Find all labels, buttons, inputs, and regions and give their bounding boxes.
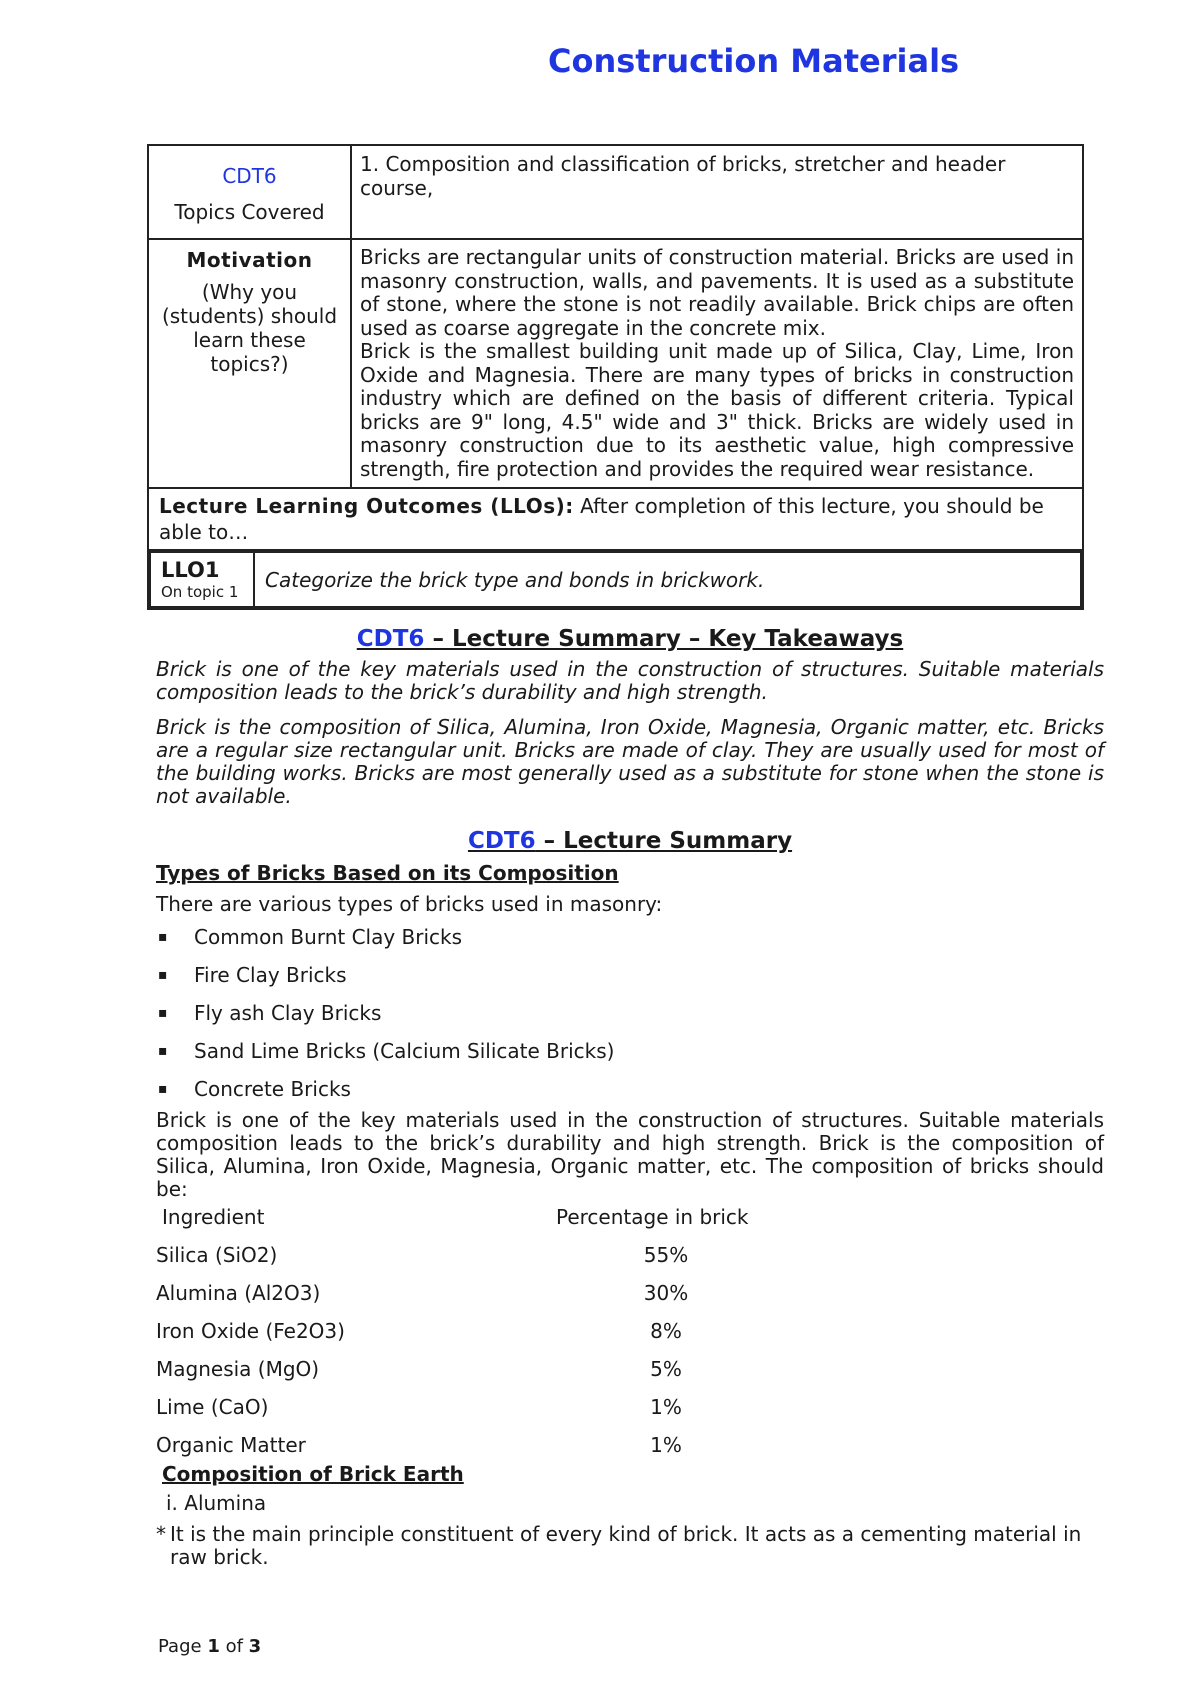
motivation-para-1: Bricks are rectangular units of construction material. Bricks are used in masonry construction, walls, and pavements. It is used as a substitute of stone, where the stone is not readily available. Brick chips are often used as coarse aggregate in the concrete mix. — [360, 245, 1074, 340]
brick-type-label: Fly ash Clay Bricks — [194, 1001, 382, 1025]
page-word: Page — [158, 1636, 202, 1657]
motivation-text — [351, 239, 1083, 488]
content — [156, 624, 1104, 1569]
bullet-icon: ▪ — [158, 1043, 168, 1059]
col-percentage: Percentage in brick — [556, 1205, 749, 1229]
topics-covered-label: Topics Covered — [174, 200, 325, 224]
list-item — [156, 1078, 1104, 1101]
page-footer — [158, 1636, 261, 1657]
types-intro: There are various types of bricks used in masonry: — [156, 892, 663, 916]
topic-cell-left — [148, 145, 351, 239]
takeaways-para-2: Brick is the composition of Silica, Alumina, Iron Oxide, Magnesia, Organic matter, etc. Bricks are a regular size rectangular unit. Bricks are made of clay. They are usually used for most of the building works. Bricks are most generally used as a substitute for stone when the stone is not available. — [156, 715, 1104, 808]
ingredient-name: Organic Matter — [156, 1433, 306, 1457]
brick-type-label: Sand Lime Bricks (Calcium Silicate Bricks) — [194, 1039, 615, 1063]
alumina-desc: It is the main principle constituent of every kind of brick. It acts as a cementing material in raw brick. — [170, 1522, 1082, 1569]
topics-text-content: 1. Composition and classification of bricks, stretcher and header course, — [360, 152, 1006, 200]
table-row — [156, 1357, 776, 1395]
table-row — [156, 1319, 776, 1357]
ingredient-name: Magnesia (MgO) — [156, 1357, 320, 1381]
takeaways-para-1: Brick is one of the key materials used in the construction of structures. Suitable materials composition leads to the brick’s durability and high strength. — [156, 657, 1104, 704]
llo-intro: After completion of this lecture, you should be able to… — [159, 494, 1044, 544]
summary-heading — [156, 826, 1104, 856]
llo-code: LLO1 — [161, 558, 220, 582]
takeaways-heading — [156, 624, 1104, 654]
llo-heading: Lecture Learning Outcomes (LLOs): — [159, 494, 574, 518]
takeaways-code-link[interactable]: CDT6 — [356, 626, 425, 652]
ingredient-name: Silica (SiO2) — [156, 1243, 278, 1267]
ingredient-name: Lime (CaO) — [156, 1395, 269, 1419]
llo-row — [148, 550, 1083, 609]
ingredient-pct: 55% — [643, 1243, 689, 1267]
bullet-icon: ▪ — [158, 967, 168, 983]
total-pages: 3 — [248, 1636, 262, 1657]
types-heading: Types of Bricks Based on its Composition — [156, 861, 619, 885]
llo-heading-row — [148, 488, 1083, 550]
ingredient-pct: 8% — [650, 1319, 682, 1343]
llo-text: Categorize the brick type and bonds in brickwork. — [254, 552, 1081, 607]
brick-type-label: Common Burnt Clay Bricks — [194, 925, 463, 949]
composition-para: Brick is one of the key materials used in the construction of structures. Suitable materials composition leads to the brick’s durability and high strength. Brick is the composition of Silica, Alumina, Iron Oxide, Magnesia, Organic matter, etc. The composition of bricks should be: — [156, 1108, 1104, 1201]
list-item — [156, 926, 1104, 949]
ingredient-pct: 5% — [650, 1357, 682, 1381]
bullet-icon: ▪ — [158, 929, 168, 945]
table-row — [156, 1243, 776, 1281]
brick-type-label: Concrete Bricks — [194, 1077, 351, 1101]
cdt-code: CDT6 — [222, 164, 277, 188]
topic-table — [147, 144, 1084, 610]
asterisk-icon: * — [156, 1522, 166, 1546]
list-item — [156, 1040, 1104, 1063]
summary-code-link[interactable]: CDT6 — [467, 828, 536, 854]
alumina-desc-row — [156, 1523, 1104, 1569]
ingredient-name: Alumina (Al2O3) — [156, 1281, 321, 1305]
bullet-icon: ▪ — [158, 1081, 168, 1097]
brick-types-list — [156, 926, 1104, 1101]
table-row — [156, 1281, 776, 1319]
takeaways-heading-text: – Lecture Summary – Key Takeaways — [424, 626, 904, 652]
table-row — [156, 1395, 776, 1433]
motivation-para-2: Brick is the smallest building unit made up of Silica, Clay, Lime, Iron Oxide and Magnesia. There are many types of bricks in construction industry which are defined on the basis of different criteria. Typical bricks are 9" long, 4.5" wide and 3" thick. Bricks are widely used in masonry construction due to its aesthetic value, high compressive strength, fire protection and provides the required wear resistance. — [360, 339, 1074, 481]
ingredient-pct: 1% — [650, 1433, 682, 1457]
brick-type-label: Fire Clay Bricks — [194, 963, 347, 987]
ingredient-name: Iron Oxide (Fe2O3) — [156, 1319, 345, 1343]
list-item — [156, 1002, 1104, 1025]
table-row — [156, 1433, 776, 1459]
composition-table — [156, 1205, 776, 1459]
current-page: 1 — [207, 1636, 220, 1657]
motivation-cell-left — [148, 239, 351, 488]
ingredient-pct: 1% — [650, 1395, 682, 1419]
motivation-label: Motivation — [186, 248, 313, 272]
bullet-icon: ▪ — [158, 1005, 168, 1021]
alumina-item: i. Alumina — [166, 1491, 267, 1515]
llo-on-topic: On topic 1 — [161, 583, 239, 601]
summary-heading-text: – Lecture Summary — [535, 828, 793, 854]
col-ingredient: Ingredient — [162, 1205, 265, 1229]
brick-earth-heading: Composition of Brick Earth — [162, 1462, 464, 1486]
table-row — [156, 1205, 776, 1243]
list-item — [156, 964, 1104, 987]
topics-text — [351, 145, 1083, 239]
of-word: of — [225, 1636, 243, 1657]
motivation-sub: (Why you (students) should learn these topics?) — [161, 280, 338, 376]
page-title: Construction Materials — [548, 42, 960, 80]
ingredient-pct: 30% — [643, 1281, 689, 1305]
llo-code-cell — [150, 552, 254, 607]
